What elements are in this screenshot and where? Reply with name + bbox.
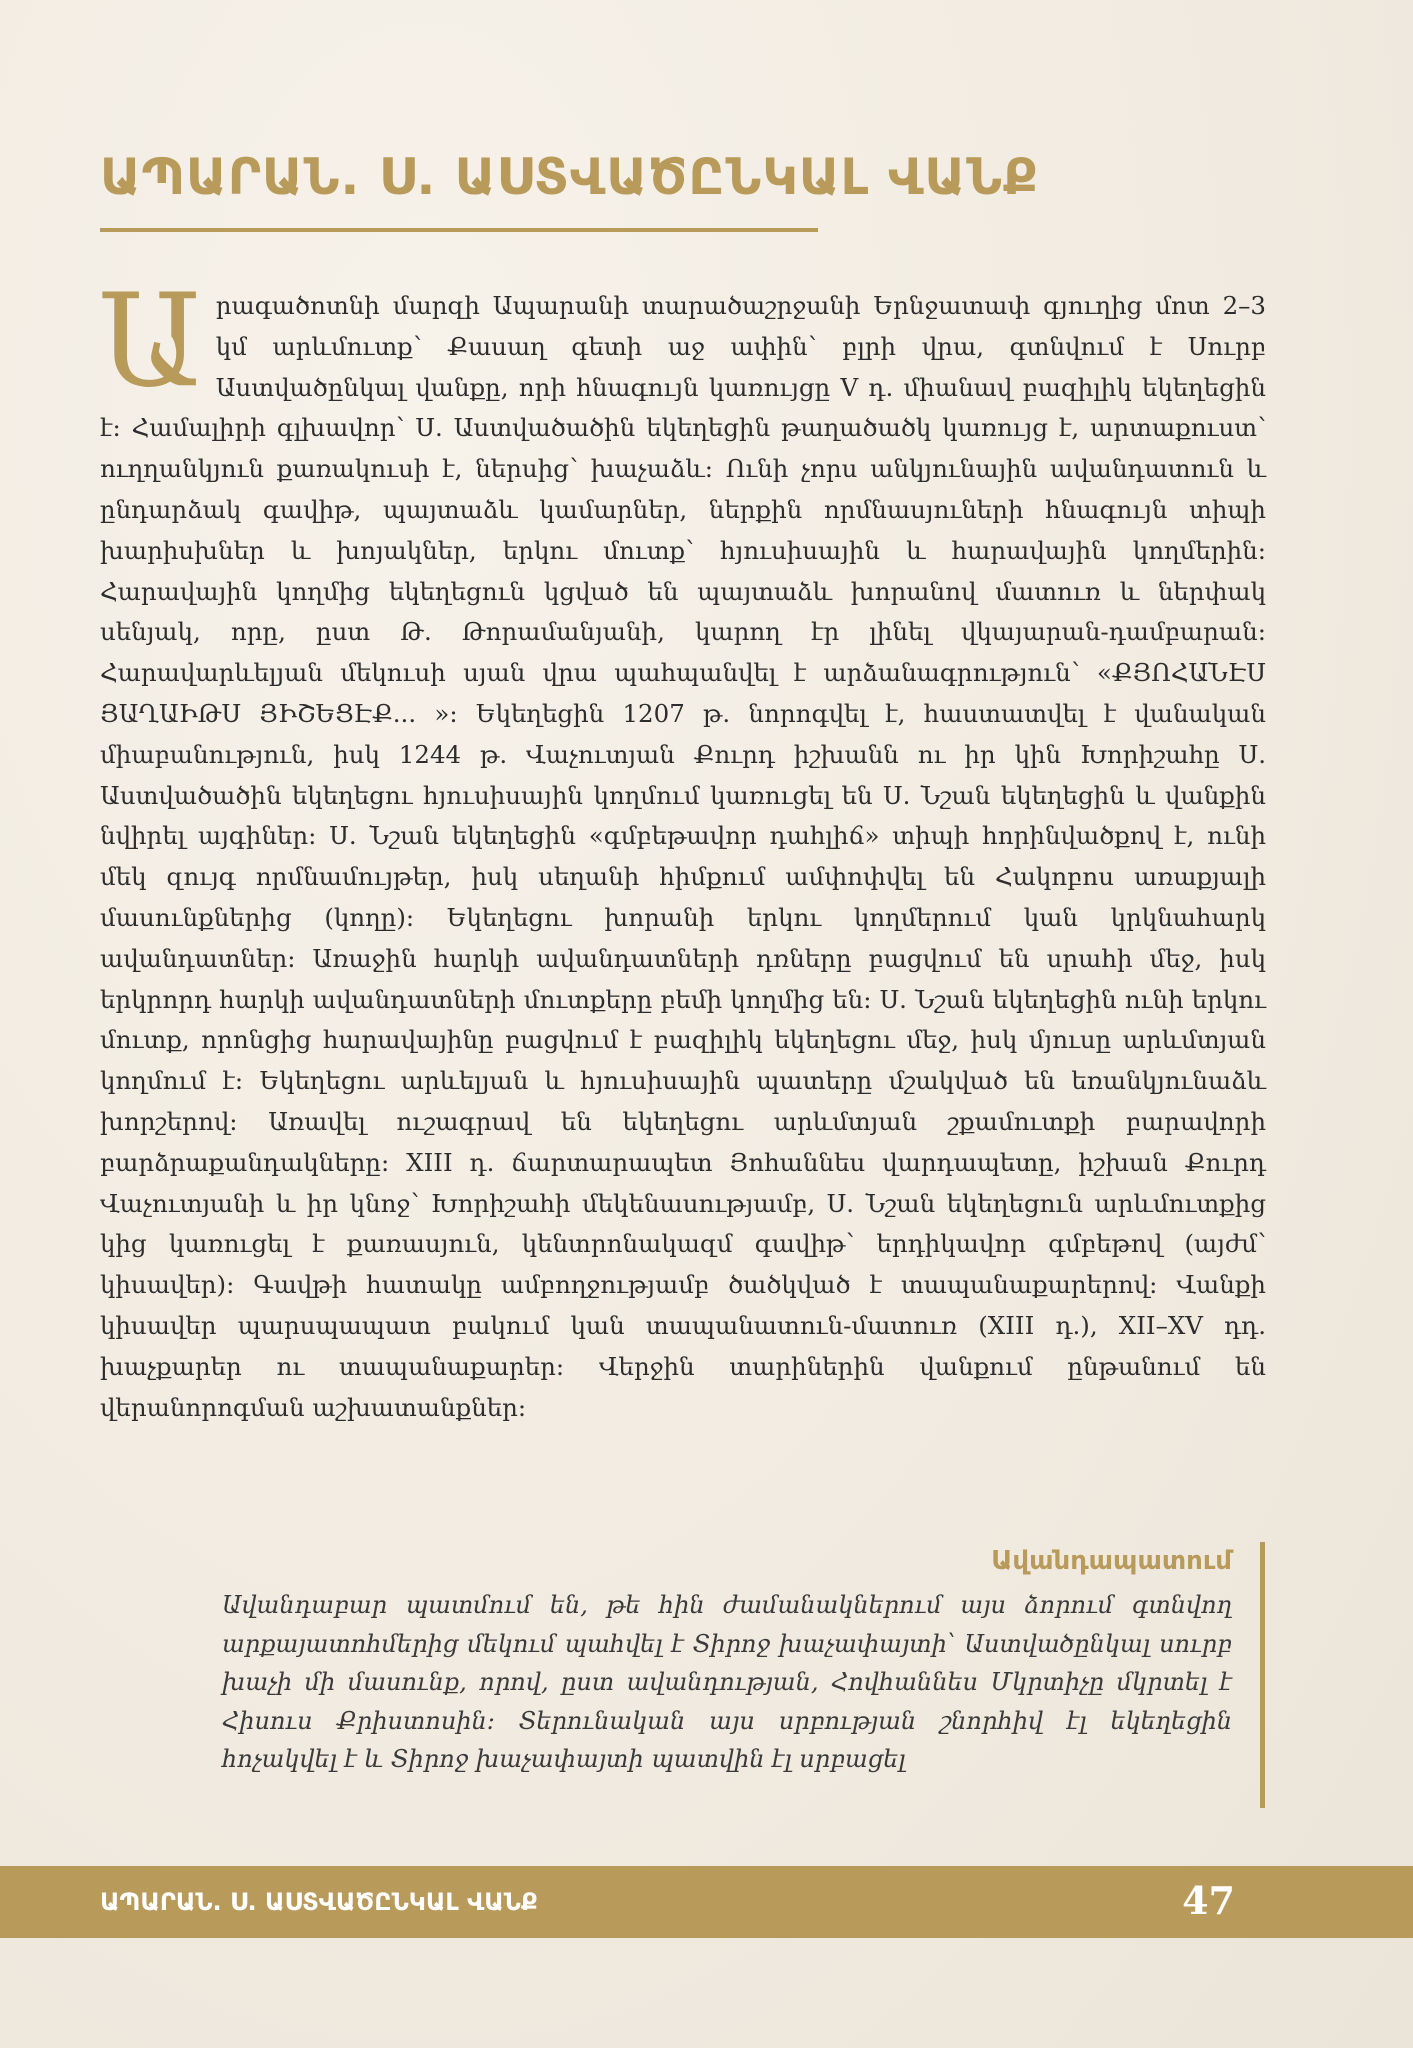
footer-bar xyxy=(0,1866,1413,1938)
article-body xyxy=(98,267,1266,1428)
title-underline xyxy=(100,228,818,232)
legend-text: Ավանդաբար պատմում են, թե հին ժամանակներում այս ձորում գտնվող արքայատոհմերից մեկում պահվել է Տիրոջ խաչափայտի՝ Աստվածընկալ սուրբ խաչի մի մասունք, որով, ըստ ավանդության, Հովհաննես Մկրտիչը մկրտել է Հիսուս Քրիստոսին: Տերունական այս սրբության շնորհիվ էլ եկեղեցին հոչակվել է և Տիրոջ խաչափայտի պատվին էլ սրբացել xyxy=(222,1591,1232,1773)
legend-title: Ավանդապատում xyxy=(991,1546,1232,1576)
footer-title: ԱՊԱՐԱՆ. Ս. ԱՍՏՎԱԾԸՆԿԱԼ ՎԱՆՔ xyxy=(100,1888,538,1916)
legend-box xyxy=(222,1542,1265,1808)
page-number: 47 xyxy=(1182,1878,1235,1923)
article-paragraph: րագածոտնի մարզի Ապարանի տարածաշրջանի Երնջատափ գյուղից մոտ 2–3 կմ արևմուտք՝ Քասաղ գետի աջ ափին՝ բլրի վրա, գտնվում է Սուրբ Աստվածընկալ վանքը, որի հնագույն կառույցը V դ. միանավ բազիլիկ եկեղեցին է: Համալիրի գլխավոր՝ Ս. Աստվածածին եկեղեցին թաղածածկ կառույց է, արտաքուստ՝ ուղղանկյուն քառակուսի է, ներսից՝ խաչաձև: Ունի չորս անկյունային ավանդատուն և ընդարձակ գավիթ, պայտաձև կամարներ, ներքին որմնասյուների հնագույն տիպի խարիսխներ և խոյակներ, երկու մուտք՝ հյուսիսային և հարավային կողմերին: Հարավային կողմից եկեղեցուն կցված են պայտաձև խորանով մատուռ և ներփակ սենյակ, որը, ըստ Թ. Թորամանյանի, կարող էր լինել վկայարան-դամբարան: Հարավարևելյան մեկուսի սյան վրա պահպանվել է արձանագրություն՝ «ՔՅՈՀԱՆԷՍ ՅԱՂԱԻԹՍ ՅԻՇԵՑԷՔ... »: Եկեղեցին 1207 թ. նորոգվել է, հաստատվել է վանական միաբանություն, իսկ 1244 թ. Վաչուտյան Քուրդ իշխանն ու իր կին Խորիշահը Ս. Աստվածածին եկեղեցու հյուսիսային կողմում կառուցել են Ս. Նշան եկեղեցին և վանքին նվիրել այգիներ: Ս. Նշան եկեղեցին «գմբեթավոր դահլիճ» տիպի հորինվածքով է, ունի մեկ զույգ որմնամույթեր, իսկ սեղանի հիմքում ամփոփվել են Հակոբոս առաքյալի մասունքներից (կողը): Եկեղեցու խորանի երկու կողմերում կան կրկնահարկ ավանդատներ: Առաջին հարկի ավանդատների դռները բացվում են սրահի մեջ, իսկ երկրորդ հարկի ավանդատների մուտքերը բեմի կողմից են: Ս. Նշան եկեղեցին ունի երկու մուտք, որոնցից հարավայինը բացվում է բազիլիկ եկեղեցու մեջ, իսկ մյուսը արևմտյան կողմում է: Եկեղեցու արևելյան և հյուսիսային պատերը մշակված են եռանկյունաձև խորշերով: Առավել ուշագրավ են եկեղեցու արևմտյան շքամուտքի բարավորի բարձրաքանդակները: XIII դ. ճարտարապետ Յոհաննես վարդապետը, իշխան Քուրդ Վաչուտյանի և իր կնոջ՝ Խորիշահի մեկենասությամբ, Ս. Նշան եկեղեցուն արևմուտքից կից կառուցել է քառասյուն, կենտրոնակազմ գավիթ՝ երդիկավոր գմբեթով (այժմ՝ կիսավեր): Գավթի հատակը ամբողջությամբ ծածկված է տապանաքարերով: Վանքի կիսավեր պարսպապատ բակում կան տապանատուն-մատուռ (XIII դ.), XII–XV դդ. խաչքարեր ու տապանաքարեր: Վերջին տարիներին վանքում ընթանում են վերանորոգման աշխատանքներ: xyxy=(100,291,1266,1422)
page-title: ԱՊԱՐԱՆ. Ս. ԱՍՏՎԱԾԸՆԿԱԼ ՎԱՆՔ xyxy=(100,148,1039,206)
drop-cap: Ա xyxy=(98,267,202,416)
